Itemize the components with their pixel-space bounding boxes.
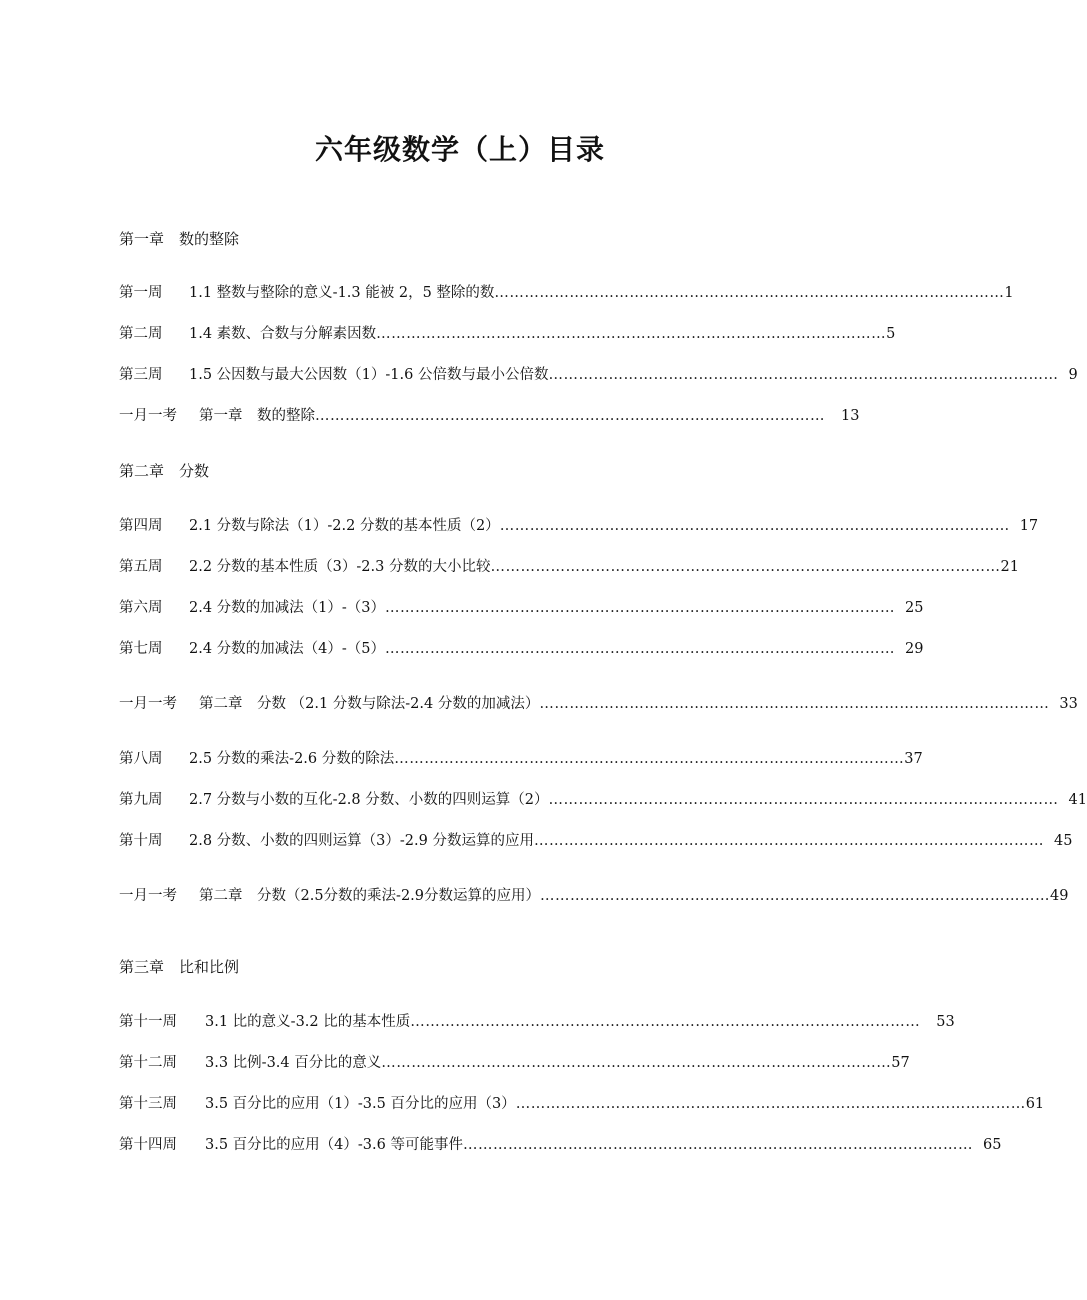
dot-leader: ………………………………………………………………………………………… [462,1137,973,1153]
chapter-heading: 第二章 分数 [119,462,210,480]
week-label: 一月一考 [119,888,177,904]
week-label: 第七周 [119,641,163,657]
toc-entry[interactable] [119,406,860,426]
entry-description: 3.1 比的意义-3.2 比的基本性质 [205,1014,411,1030]
toc-entry[interactable] [119,749,923,769]
entry-description: 1.1 整数与整除的意义-1.3 能被 2，5 整除的数 [189,285,495,301]
week-label: 第十周 [119,833,163,849]
page-number: 13 [841,408,860,424]
toc-entry[interactable] [119,886,1069,906]
dot-leader: ………………………………………………………………………………………… [385,600,896,616]
toc-entry[interactable] [119,790,1087,810]
week-label: 第十三周 [119,1096,177,1112]
dot-leader: ………………………………………………………………………………………… [385,641,896,657]
toc-entry[interactable] [119,639,924,659]
entry-description: 1.5 公因数与最大公因数（1）-1.6 公倍数与最小公倍数 [189,367,549,383]
toc-entry[interactable] [119,557,1019,577]
entry-description: 2.8 分数、小数的四则运算（3）-2.9 分数运算的应用 [189,833,534,849]
entry-description: 3.5 百分比的应用（4）-3.6 等可能事件 [205,1137,463,1153]
page-number: 61 [1025,1096,1045,1112]
dot-leader: ………………………………………………………………………………………… [515,1096,1026,1112]
week-label: 第九周 [119,792,163,808]
page-number: 29 [905,641,924,657]
toc-entry[interactable] [119,1135,1002,1155]
toc-entry[interactable] [119,1053,910,1073]
entry-description: 1.4 素数、合数与分解素因数 [189,326,377,342]
page-number: 9 [1068,367,1078,383]
chapter-heading: 第三章 比和比例 [119,958,240,976]
entry-description: 2.7 分数与小数的互化-2.8 分数、小数的四则运算（2） [189,792,549,808]
entry-description: 2.2 分数的基本性质（3）-2.3 分数的大小比较 [189,559,491,575]
toc-entry[interactable] [119,1012,955,1032]
dot-leader: ………………………………………………………………………………………… [548,367,1059,383]
page-number: 25 [905,600,924,616]
dot-leader: ………………………………………………………………………………………… [410,1014,921,1030]
dot-leader: ………………………………………………………………………………………… [533,833,1044,849]
toc-entry[interactable] [119,324,896,344]
page-number: 33 [1059,696,1078,712]
page-number: 37 [904,751,923,767]
dot-leader: ………………………………………………………………………………………… [499,518,1010,534]
dot-leader: ………………………………………………………………………………………… [494,285,1005,301]
week-label: 第六周 [119,600,163,616]
page-number: 5 [886,326,896,342]
page-number: 17 [1019,518,1039,534]
week-label: 第五周 [119,559,163,575]
page-number: 45 [1053,833,1073,849]
page-number: 1 [1004,285,1014,301]
toc-entry[interactable] [119,516,1039,536]
page-number: 53 [936,1014,955,1030]
week-label: 一月一考 [119,696,177,712]
dot-leader: ………………………………………………………………………………………… [548,792,1059,808]
dot-leader: ………………………………………………………………………………………… [540,888,1051,904]
entry-description: 2.5 分数的乘法-2.6 分数的除法 [189,751,395,767]
chapter-heading: 第一章 数的整除 [119,230,240,248]
week-label: 第十二周 [119,1055,177,1071]
toc-entry[interactable] [119,831,1073,851]
dot-leader: ………………………………………………………………………………………… [394,751,905,767]
dot-leader: ………………………………………………………………………………………… [490,559,1001,575]
page-number: 49 [1050,888,1069,904]
page-number: 57 [891,1055,910,1071]
toc-entry[interactable] [119,694,1078,714]
toc-entry[interactable] [119,365,1078,385]
page-number: 21 [1000,559,1019,575]
page-number: 65 [982,1137,1002,1153]
entry-description: 2.4 分数的加减法（1）-（3） [189,600,386,616]
dot-leader: ………………………………………………………………………………………… [376,326,887,342]
entry-description: 第二章 分数 （2.1 分数与除法-2.4 分数的加减法） [199,696,540,712]
entry-description: 3.3 比例-3.4 百分比的意义 [205,1055,382,1071]
toc-entry[interactable] [119,1094,1045,1114]
dot-leader: ………………………………………………………………………………………… [539,696,1050,712]
entry-description: 第二章 分数（2.5分数的乘法-2.9分数运算的应用） [199,888,541,904]
week-label: 第二周 [119,326,163,342]
week-label: 第一周 [119,285,163,301]
entry-description: 第一章 数的整除 [199,408,315,424]
week-label: 第八周 [119,751,163,767]
week-label: 第十一周 [119,1014,177,1030]
entry-description: 2.4 分数的加减法（4）-（5） [189,641,386,657]
entry-description: 2.1 分数与除法（1）-2.2 分数的基本性质（2） [189,518,500,534]
toc-entry[interactable] [119,598,924,618]
toc-entry[interactable] [119,283,1014,303]
week-label: 第四周 [119,518,163,534]
entry-description: 3.5 百分比的应用（1）-3.5 百分比的应用（3） [205,1096,516,1112]
dot-leader: ………………………………………………………………………………………… [315,408,825,424]
page-number: 41 [1068,792,1087,808]
week-label: 第十四周 [119,1137,177,1153]
dot-leader: ………………………………………………………………………………………… [381,1055,892,1071]
page-title: 六年级数学（上）目录 [314,133,605,166]
week-label: 一月一考 [119,408,177,424]
week-label: 第三周 [119,367,163,383]
